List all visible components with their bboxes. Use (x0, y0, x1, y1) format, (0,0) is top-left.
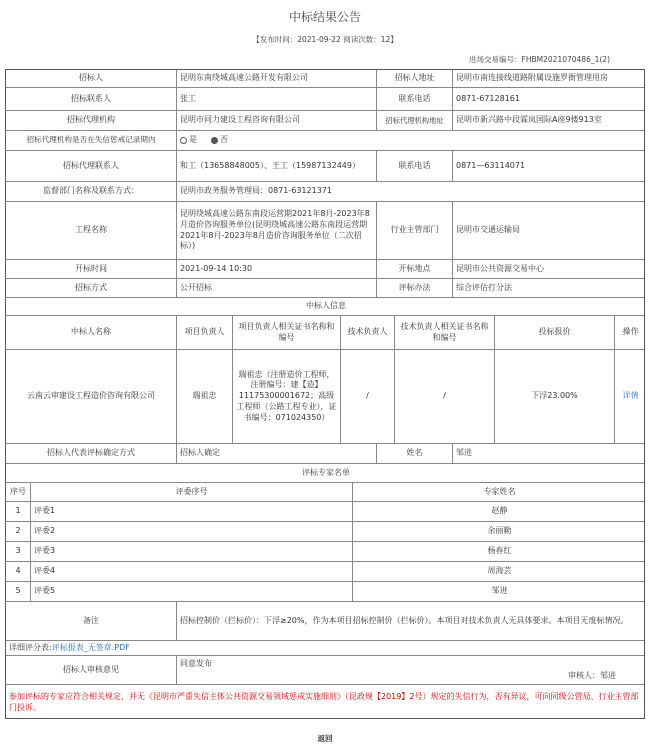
row-tenderer (6, 70, 644, 87)
agency-contact-value: 和工（13658848005）、王工（15987132449） (176, 151, 376, 181)
review-opinion: 同意发布 (180, 659, 212, 668)
winner-pm-cert: 瑞祖忠（注册造价工程师，注册编号：建【造】11175300001672；高级工程师（公路工程专业），证书编号：071024350） (232, 350, 340, 443)
table-row (6, 521, 644, 541)
winner-header-pm-cert: 项目负责人相关证书名称和编号 (232, 316, 340, 349)
winner-header-name: 中标人名称 (71, 327, 111, 337)
expert-no: 5 (15, 586, 21, 596)
row-winner-data (6, 349, 644, 443)
experts-header-seq: 评委序号 (30, 483, 352, 501)
winner-name: 云南云审建设工程造价咨询有限公司 (27, 391, 155, 401)
project-label: 工程名称 (75, 225, 107, 235)
back-link[interactable]: 返回 (317, 734, 333, 743)
winner-tech: / (340, 350, 394, 443)
eval-method-value: 综合评估打分法 (452, 279, 646, 297)
row-open-time (6, 259, 644, 278)
winner-header-pm: 项目负责人 (176, 316, 232, 349)
winner-header-tech: 技术负责人 (340, 316, 394, 349)
table-row (6, 541, 644, 561)
radio-yes (180, 137, 187, 144)
report-label: 详细评分表: (9, 642, 52, 652)
open-time-value: 2021-09-14 10:30 (176, 260, 376, 278)
row-notice (6, 684, 644, 720)
row-rep (6, 443, 644, 463)
expert-no: 3 (15, 546, 21, 556)
method-label: 招标方式 (75, 282, 107, 292)
table-row (6, 581, 644, 601)
rep-name-label: 姓名 (376, 444, 452, 463)
review-label: 招标人审核意见 (63, 664, 119, 674)
remark-value: 招标控制价（拦标价）：下浮≥20%，作为本项目招标控制价（拦标价）。本项目对技术负责人无具体要求。本项目无废标情况。 (176, 602, 646, 640)
expert-name: 周海芸 (352, 562, 646, 581)
expert-no: 2 (15, 526, 21, 536)
expert-name: 余丽勤 (352, 522, 646, 541)
winner-tech-cert: / (394, 350, 494, 443)
tenderer-address-value: 昆明市南连接线道路附属设施罗衙管理用房 (452, 70, 646, 87)
row-agency (6, 110, 644, 130)
row-winner-header (6, 315, 644, 349)
rep-value: 招标人确定 (176, 444, 376, 463)
remark-label: 备注 (83, 615, 99, 625)
report-pdf-link[interactable]: 评标报表_无签章.PDF (51, 642, 130, 652)
expert-seq: 评委4 (30, 562, 352, 581)
row-experts-header (6, 482, 644, 501)
row-experts-section (6, 463, 644, 482)
tenderer-label: 招标人 (79, 73, 103, 83)
agency-address-value: 昆明市新兴路中段霖岚国际A座9楼913室 (452, 111, 646, 130)
row-remark (6, 601, 644, 640)
phone-label: 联系电话 (376, 88, 452, 110)
review-cell (176, 656, 646, 684)
industry-label: 行业主管部门 (376, 202, 452, 259)
open-place-value: 昆明市公共资源交易中心 (452, 260, 646, 278)
tenderer-value: 昆明东南绕城高速公路开发有限公司 (176, 70, 376, 87)
expert-name: 杨春红 (352, 542, 646, 561)
agency-label: 招标代理机构 (67, 115, 115, 125)
winner-header-action: 操作 (614, 316, 646, 349)
table-row (6, 501, 644, 521)
supervisor-value: 昆明市政务服务管理局：0871-63121371 (176, 182, 646, 201)
row-dishonest-record (6, 130, 644, 150)
winner-header-price: 投标报价 (494, 316, 614, 349)
transaction-number: 进场交易编号：FHBM2021070486_1(2) (469, 55, 610, 64)
tenderer-address-label: 招标人地址 (376, 70, 452, 87)
experts-header-name: 专家姓名 (352, 483, 646, 501)
agency-address-label: 招标代理机构地址 (376, 111, 452, 130)
expert-seq: 评委5 (30, 582, 352, 601)
expert-no: 4 (15, 566, 21, 576)
expert-seq: 评委2 (30, 522, 352, 541)
experts-header-no: 序号 (10, 486, 26, 496)
winner-price: 下浮23.00% (494, 350, 614, 443)
eval-method-label: 评标办法 (376, 279, 452, 297)
row-method (6, 278, 644, 297)
announcement-table (5, 69, 645, 719)
details-link[interactable]: 详情 (614, 350, 646, 443)
radio-no (211, 137, 218, 144)
expert-seq: 评委3 (30, 542, 352, 561)
page-title: 中标结果公告 (288, 10, 361, 24)
agency-contact-label: 招标代理联系人 (63, 160, 119, 170)
report-line (6, 641, 646, 655)
radio-no-label: 否 (220, 135, 228, 145)
industry-value: 昆明市交通运输局 (452, 202, 646, 259)
row-review (6, 655, 644, 684)
expert-name: 赵静 (352, 502, 646, 521)
rep-name-value: 邹进 (452, 444, 646, 463)
agency-value: 昆明市同力建设工程咨询有限公司 (176, 111, 376, 130)
row-report (6, 640, 644, 655)
open-place-label: 开标地点 (376, 260, 452, 278)
phone-value: 0871-67128161 (452, 88, 646, 110)
radio-yes-label: 是 (189, 135, 197, 145)
winner-pm: 瑞祖忠 (176, 350, 232, 443)
agency-phone-label: 联系电话 (376, 151, 452, 181)
method-value: 公开招标 (176, 279, 376, 297)
open-time-label: 开标时间 (75, 263, 107, 273)
row-supervisor (6, 181, 644, 201)
supervisor-label: 监督部门名称及联系方式： (43, 186, 139, 196)
project-value: 昆明绕城高速公路东南段运营期2021年8月-2023年8月造价咨询服务单位(昆明绕城高速公路东南段运营期2021年8月-2023年8月造价咨询服务单位（二次招标）) (176, 202, 376, 259)
experts-section-title: 评标专家名单 (302, 467, 350, 477)
dishonest-label: 招标代理机构是否在失信惩戒记录期内 (26, 135, 156, 145)
dishonest-options (176, 131, 646, 150)
agency-phone-value: 0871—63114071 (452, 151, 646, 181)
winner-section-title: 中标人信息 (306, 301, 346, 311)
notice-text: 参加评标的专家应符合相关规定，并无《昆明市严重失信主体公共资源交易领域惩戒实施细则》（昆政规【2019】2号）规定的失信行为，否有异议，可向同级公管局、行业主管部门投诉。 (9, 691, 639, 712)
reviewer: 审核人：邹进 (568, 671, 616, 681)
winner-header-tech-cert: 技术负责人相关证书名称和编号 (394, 316, 494, 349)
table-row (6, 561, 644, 581)
expert-name: 邹进 (352, 582, 646, 601)
publish-meta: 【发布时间：2021-09-22 阅读次数：12】 (252, 35, 398, 44)
row-contact (6, 87, 644, 110)
expert-no: 1 (15, 506, 21, 516)
row-agency-contact (6, 150, 644, 181)
rep-label: 招标人代表评标确定方式 (47, 448, 135, 458)
expert-seq: 评委1 (30, 502, 352, 521)
contact-label: 招标联系人 (71, 93, 111, 103)
row-winner-section (6, 297, 644, 315)
row-project (6, 201, 644, 259)
contact-value: 张工 (176, 88, 376, 110)
